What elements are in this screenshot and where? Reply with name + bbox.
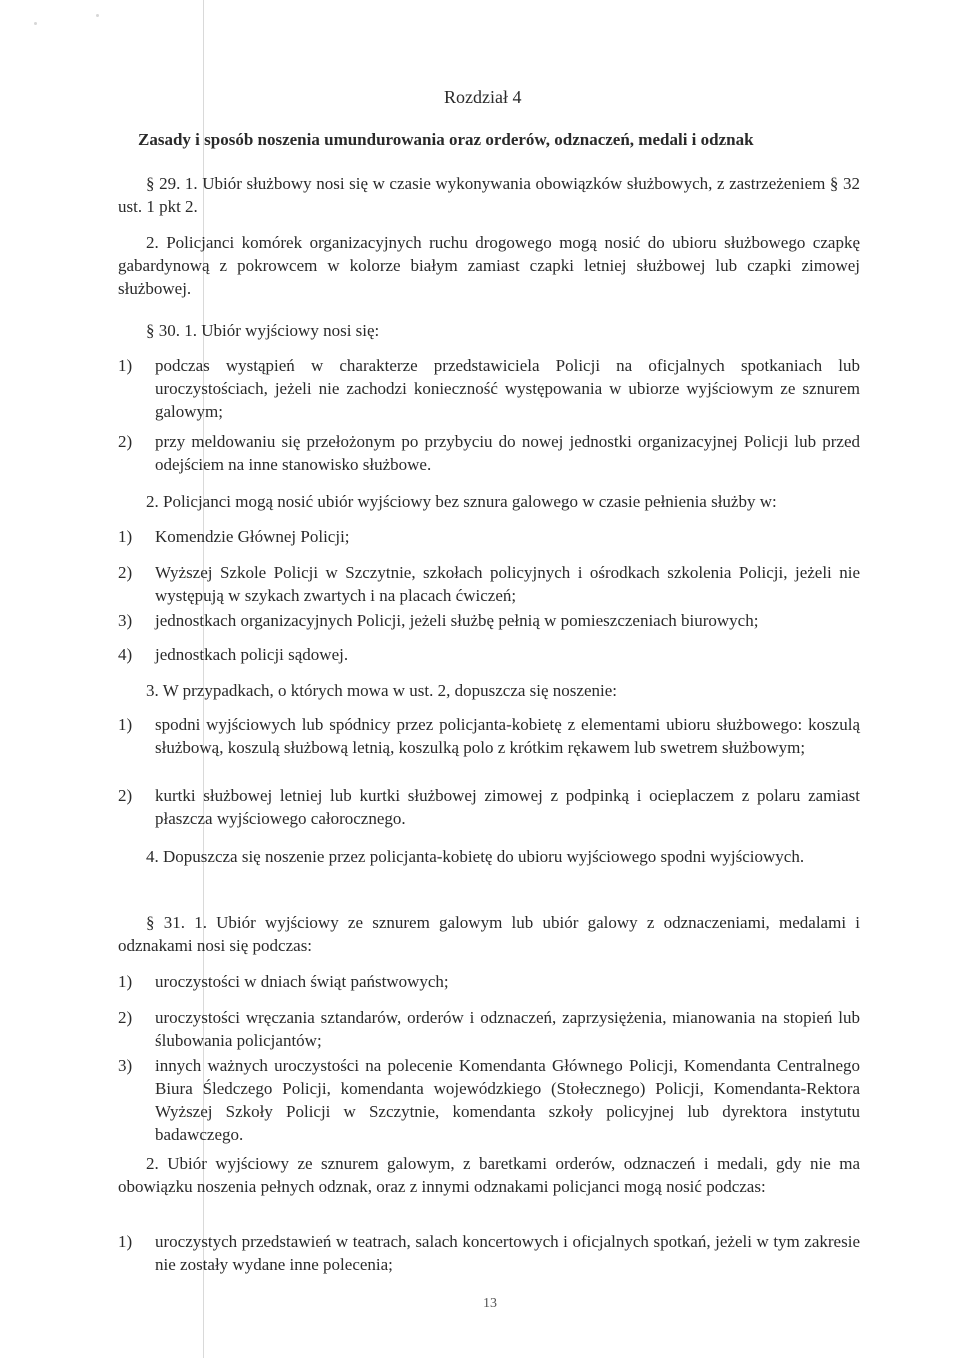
list-item-text: jednostkach policji sądowej. [155, 645, 349, 664]
scan-speck [34, 22, 37, 25]
paragraph-30-3: 3. W przypadkach, o których mowa w ust. 2, dopuszcza się noszenie: [146, 681, 617, 700]
paragraph-29-1: § 29. 1. Ubiór służbowy nosi się w czasie wykonywania obowiązków służbowych, z zastrzeżeniem § 32 ust. 1 pkt 2. [118, 174, 860, 216]
list-item-number: 1) [118, 715, 133, 734]
paragraph-31-1: § 31. 1. Ubiór wyjściowy ze sznurem galowym lub ubiór galowy z odznaczeniami, medalami i odznakami nosi się podczas: [118, 913, 860, 955]
list-item-text: spodni wyjściowych lub spódnicy przez policjanta-kobietę z elementami ubioru służbowego: koszulą służbową, koszulą służbową letnią, koszulką polo z krótkim rękawem lub swetrem służbowym; [155, 715, 860, 757]
list-item-number: 1) [118, 356, 133, 375]
list-item-number: 1) [118, 1232, 133, 1251]
paragraph-29-2: 2. Policjanci komórek organizacyjnych ruchu drogowego mogą nosić do ubioru służbowego czapkę gabardynową z pokrowcem w kolorze białym zamiast czapki letniej służbowej lub czapki zimowej służbowej. [118, 233, 860, 298]
list-item-text: podczas wystąpień w charakterze przedstawiciela Policji na oficjalnych spotkaniach lub uroczystościach, jeżeli nie zachodzi konieczność występowania w ubiorze wyjściowym ze sznurem galowym; [155, 356, 860, 421]
list-item-text: Wyższej Szkole Policji w Szczytnie, szkołach policyjnych i ośrodkach szkolenia Policji, jeżeli nie występują w szykach zwartych i na placach ćwiczeń; [155, 563, 860, 605]
paragraph-30-2: 2. Policjanci mogą nosić ubiór wyjściowy bez sznura galowego w czasie pełnienia służby w: [146, 492, 777, 511]
chapter-title: Rozdział 4 [444, 87, 522, 107]
page-number: 13 [483, 1296, 497, 1311]
list-item [118, 430, 860, 476]
list-item-number: 2) [118, 563, 133, 582]
list-item-text: innych ważnych uroczystości na polecenie Komendanta Głównego Policji, Komendanta Centralnego Biura Śledczego Policji, komendanta wojewódzkiego (Stołecznego) Policji, Komendanta-Rektora Wyższej Szkoły Policji w Szczytnie, komendanta szkoły policyjnej lub dyrektora instytutu badawczego. [155, 1056, 860, 1144]
list-item-text: uroczystości wręczania sztandarów, orderów i odznaczeń, zaprzysiężenia, mianowania na stopień lub ślubowania policjantów; [155, 1008, 860, 1050]
list-item [118, 561, 860, 607]
list-item-number: 2) [118, 786, 133, 805]
list-item [118, 354, 860, 423]
paragraph-31-2: 2. Ubiór wyjściowy ze sznurem galowym, z baretkami orderów, odznaczeń i medali, gdy nie ma obowiązku noszenia pełnych odznak, oraz z innymi odznakami policjanci mogą nosić podczas: [118, 1154, 860, 1196]
list-item-text: Komendzie Głównej Policji; [155, 527, 350, 546]
list-item-number: 1) [118, 527, 133, 546]
list-item [118, 1054, 860, 1146]
list-item [118, 525, 860, 548]
list-item [118, 643, 860, 666]
list-item-number: 3) [118, 611, 133, 630]
list-item-text: jednostkach organizacyjnych Policji, jeżeli służbę pełnią w pomieszczeniach biurowych; [155, 611, 759, 630]
list-item [118, 713, 860, 759]
list-item [118, 784, 860, 830]
list-item-text: uroczystości w dniach świąt państwowych; [155, 972, 449, 991]
list-item-text: uroczystych przedstawień w teatrach, salach koncertowych i oficjalnych spotkań, jeżeli w tym zakresie nie zostały wydane inne polecenia; [155, 1232, 860, 1274]
list-item [118, 970, 860, 993]
list-item-number: 4) [118, 645, 133, 664]
list-item [118, 1230, 860, 1276]
list-item-text: kurtki służbowej letniej lub kurtki służbowej zimowej z podpinką i ocieplaczem z polaru zamiast płaszcza wyjściowego całorocznego. [155, 786, 860, 828]
list-item-number: 2) [118, 432, 133, 451]
paragraph-30-4: 4. Dopuszcza się noszenie przez policjanta-kobietę do ubioru wyjściowego spodni wyjściowych. [146, 847, 805, 866]
paragraph-30-1: § 30. 1. Ubiór wyjściowy nosi się: [146, 321, 380, 340]
list-item-number: 2) [118, 1008, 133, 1027]
scan-speck [96, 14, 99, 17]
list-item [118, 609, 860, 632]
list-item-number: 3) [118, 1056, 133, 1075]
list-item [118, 1006, 860, 1052]
list-item-text: przy meldowaniu się przełożonym po przybyciu do nowej jednostki organizacyjnej Policji lub przed odejściem na inne stanowisko służbowe. [155, 432, 860, 474]
chapter-heading: Zasady i sposób noszenia umundurowania oraz orderów, odznaczeń, medali i odznak [138, 130, 754, 149]
list-item-number: 1) [118, 972, 133, 991]
